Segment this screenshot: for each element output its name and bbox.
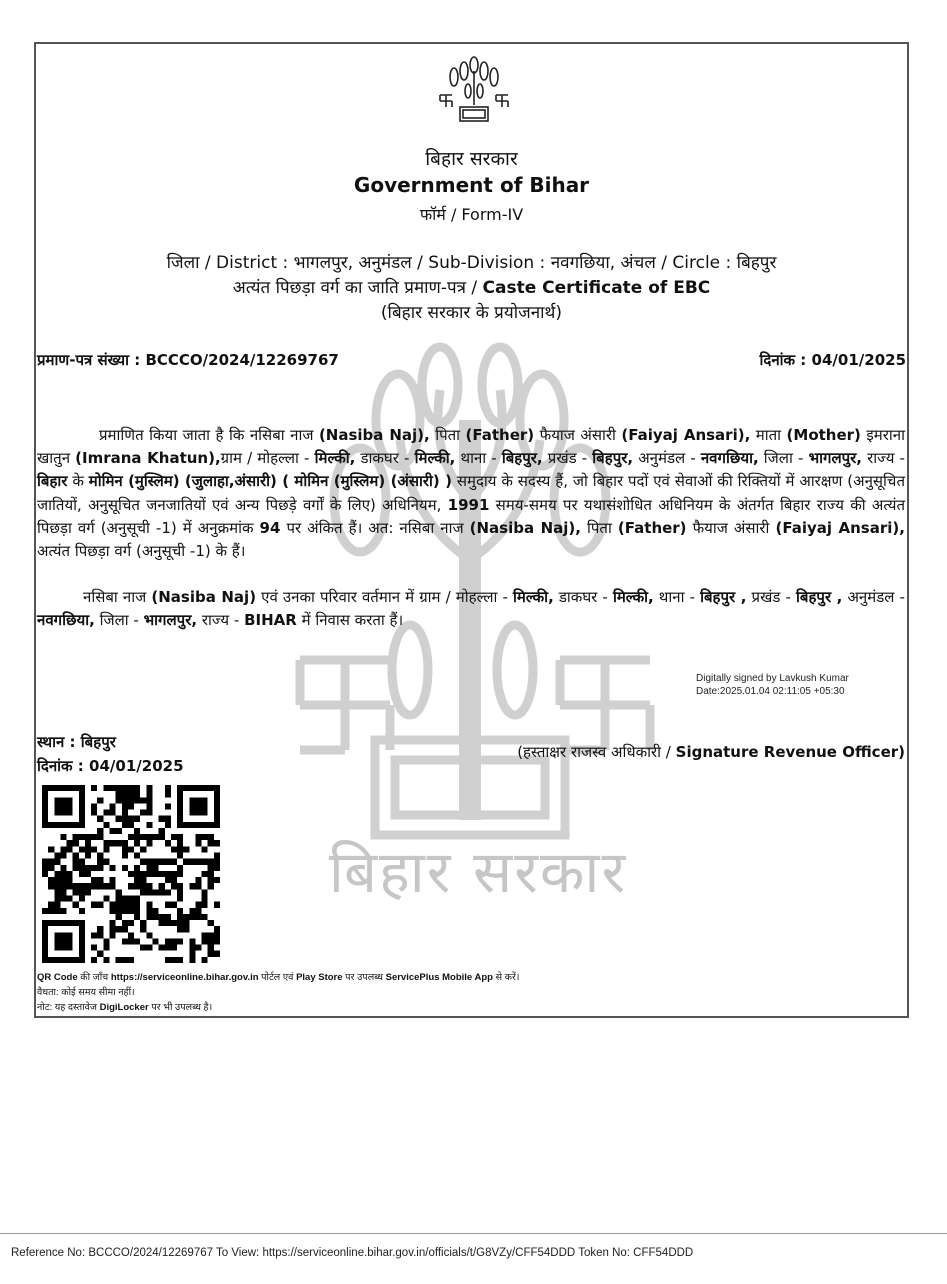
signature-label (517, 742, 905, 762)
text-segment: प्रमाणित किया जाता है कि नसिबा नाज (99, 426, 314, 444)
text-segment: पर उपलब्ध (345, 972, 383, 983)
name-english: (Nasiba Naj), (318, 426, 430, 444)
text-segment: एवं उनका परिवार वर्तमान में ग्राम / मोहल्ला - (261, 588, 508, 606)
qr-code-icon[interactable] (42, 785, 220, 963)
block-value: बिहपुर, (592, 449, 634, 468)
text-segment: पर अंकित हैं। अत: नसिबा नाज (286, 518, 464, 537)
text-segment: डाकघर - (558, 588, 608, 606)
text-segment: अनुमंडल - (638, 449, 696, 468)
text-segment: फैयाज अंसारी (539, 426, 616, 444)
place-label: स्थान : (37, 733, 76, 751)
text-segment: प्रखंड - (547, 449, 588, 468)
certificate-number-label: प्रमाण-पत्र संख्या : (37, 351, 141, 369)
digital-signature-signer: Digitally signed by Lavkush Kumar (696, 673, 849, 684)
footer-date-value: 04/01/2025 (89, 757, 184, 775)
text-segment: इमराना खातुन (37, 426, 905, 468)
text-segment: (Mother) (786, 426, 861, 444)
certificate-purpose: (बिहार सरकार के प्रयोजनार्थ) (380, 303, 563, 323)
father-name-english: (Faiyaj Ansari), (775, 518, 905, 537)
place (37, 732, 116, 752)
state-value: बिहार (37, 472, 68, 491)
text-segment: समुदाय के सदस्य हैं, जो बिहार पदों एवं सेवाओं की रिक्तियों में आरक्षण (अनुसूचित जातियों, अनुसूचित जनजातियों एवं अन्य पिछड़े वर्गों के लिए) अधिनियम, (37, 472, 906, 514)
text-segment: DigiLocker (99, 1002, 149, 1013)
certificate-number-value: BCCCO/2024/12269767 (145, 351, 339, 369)
mother-name-english: (Imrana Khatun), (75, 449, 221, 468)
subdivision-label: अनुमंडल / Sub-Division : (358, 253, 546, 273)
footer-date-label: दिनांक : (37, 757, 84, 775)
text-segment: Play Store (296, 972, 343, 983)
portal-link[interactable]: https://serviceonline.bihar.gov.in (110, 972, 259, 983)
text-segment: माता (755, 426, 782, 444)
text-segment: जिला - (99, 611, 139, 630)
text-segment: पिता (435, 426, 461, 444)
notes-block (37, 970, 519, 1015)
subdivision-value-body: नवगछिया, (37, 611, 95, 630)
subdivision-value-body: नवगछिया, (700, 449, 759, 468)
text-segment: थाना - (460, 449, 497, 468)
validity-note: वैधता: कोई समय सीमा नहीं। (37, 987, 135, 998)
bihar-emblem-icon (436, 53, 512, 125)
text-segment: के (72, 472, 84, 491)
text-segment: राज्य - (867, 449, 905, 468)
district-value: भागलपुर, (293, 253, 354, 273)
text-segment: की जाँच (80, 972, 109, 983)
digital-signature-date: Date:2025.01.04 02:11:05 +05:30 (696, 686, 845, 697)
text-segment: पोर्टल एवं (261, 972, 294, 983)
signature-label-english: Signature Revenue Officer) (675, 743, 905, 761)
village-value: मिल्की, (513, 588, 554, 606)
text-segment: अत्यंत पिछड़ा वर्ग (अनुसूची -1) के हैं। (37, 542, 246, 561)
text-segment: फैयाज अंसारी (692, 518, 770, 537)
certificate-body-paragraph-1 (37, 424, 905, 563)
form-number: फॉर्म / Form-IV (419, 205, 524, 224)
watermark-text: बिहार सरकार (328, 838, 628, 906)
text-segment: से करें। (495, 972, 520, 983)
police-station-value: बिहपुर , (700, 588, 747, 606)
certificate-body-paragraph-2 (37, 586, 905, 632)
text-segment: (Father) (465, 426, 535, 444)
qr-verification-note (37, 970, 519, 985)
place-value: बिहपुर (80, 733, 116, 751)
text-segment: राज्य - (201, 611, 240, 630)
district-label: जिला / District : (166, 253, 289, 273)
location-line (34, 250, 909, 273)
post-office-value: मिल्की, (414, 449, 456, 468)
text-segment: डाकघर - (360, 449, 410, 468)
name-english: (Nasiba Naj) (151, 588, 257, 606)
issue-date (760, 350, 907, 370)
text-segment: पर भी उपलब्ध है। (151, 1002, 213, 1013)
text-segment: अनुमंडल - (847, 588, 905, 606)
circle-label: अंचल / Circle : (620, 253, 732, 273)
block-value: बिहपुर , (796, 588, 843, 606)
village-value: मिल्की, (314, 449, 356, 468)
issue-date-label: दिनांक : (759, 351, 807, 369)
text-segment: नसिबा नाज (83, 588, 147, 606)
district-value-body: भागलपुर, (808, 449, 862, 468)
certificate-title-hindi: अत्यंत पिछड़ा वर्ग का जाति प्रमाण-पत्र / (232, 278, 478, 298)
name-english: (Nasiba Naj), (469, 518, 581, 537)
reference-line: Reference No: BCCCO/2024/12269767 To View: https://serviceonline.bihar.gov.in/officials/t/G8VZy/CFF54DDD Token No: CFF54DDD (11, 1247, 694, 1259)
circle-value: बिहपुर (736, 253, 777, 273)
post-office-value: मिल्की, (612, 588, 654, 606)
caste-value: मोमिन (मुस्लिम) (जुलाहा,अंसारी) ( मोमिन (मुस्लिम) (अंसारी) ) (88, 472, 452, 491)
police-station-value: बिहपुर, (501, 449, 543, 468)
certificate-number (37, 350, 339, 370)
signature-label-hindi: (हस्ताक्षर राजस्व अधिकारी / (517, 743, 671, 761)
digilocker-note (37, 1000, 519, 1015)
text-segment: प्रखंड - (751, 588, 791, 606)
text-segment: जिला - (763, 449, 804, 468)
digital-signature-block (696, 672, 849, 698)
text-segment: QR Code (37, 972, 78, 983)
government-name-english: Government of Bihar (353, 173, 590, 197)
government-name-hindi: बिहार सरकार (425, 148, 518, 170)
act-year: 1991 (447, 495, 490, 514)
serial-number: 94 (259, 518, 281, 537)
text-segment: (Father) (617, 518, 687, 537)
subdivision-value: नवगछिया, (550, 253, 616, 273)
district-value-body: भागलपुर, (143, 611, 198, 630)
state-value: BIHAR (244, 611, 297, 630)
certificate-title (34, 275, 909, 298)
text-segment: ग्राम / मोहल्ला - (220, 449, 310, 468)
text-segment: में निवास करता हैं। (301, 611, 404, 630)
certificate-title-english: Caste Certificate of EBC (482, 278, 711, 298)
text-segment: समय-समय पर यथासंशोधित अधिनियम के अंतर्गत बिहार राज्य की अत्यंत पिछड़ा वर्ग (अनुसूची -1) में अनुक्रमांक (37, 495, 905, 537)
text-segment: नोट: यह दस्तावेज (37, 1002, 97, 1013)
text-segment: पिता (587, 518, 612, 537)
reference-divider (0, 1233, 947, 1234)
issue-date-value: 04/01/2025 (811, 351, 906, 369)
father-name-english: (Faiyaj Ansari), (621, 426, 751, 444)
footer-date (37, 756, 184, 776)
text-segment: ServicePlus Mobile App (385, 972, 493, 983)
text-segment: थाना - (658, 588, 695, 606)
